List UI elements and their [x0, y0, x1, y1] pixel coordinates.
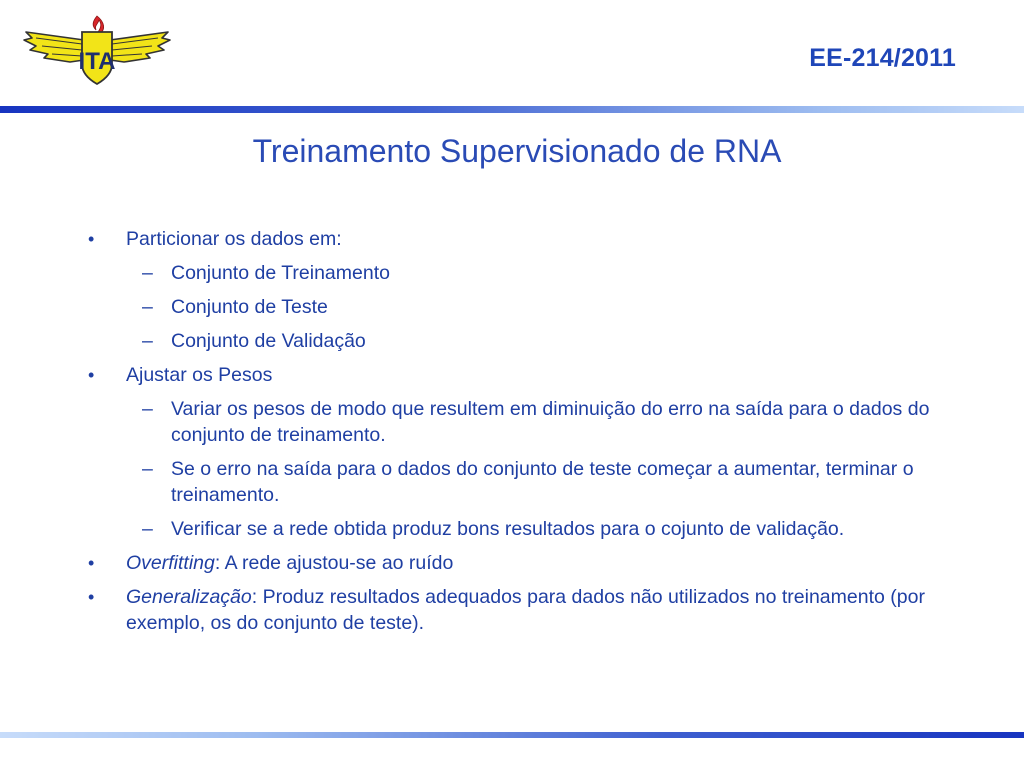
bullet-marker: •	[88, 553, 95, 573]
bullet-item	[88, 226, 948, 252]
bullet-item	[88, 584, 948, 636]
header-divider	[0, 106, 1024, 113]
bullet-term: Generalização	[126, 586, 252, 608]
bullet-item	[88, 550, 948, 576]
dash-marker: –	[142, 518, 153, 540]
dash-marker: –	[142, 262, 153, 284]
sub-bullet-text: Verificar se a rede obtida produz bons resultados para o cojunto de validação.	[171, 518, 845, 540]
course-code: EE-214/2011	[809, 44, 956, 72]
bullet-marker: •	[88, 229, 95, 249]
sub-bullet-text: Se o erro na saída para o dados do conjunto de teste começar a aumentar, terminar o treinamento.	[171, 458, 914, 506]
footer-divider	[0, 732, 1024, 738]
bullet-text: : Produz resultados adequados para dados não utilizados no treinamento (por exemplo, os do conjunto de teste).	[126, 586, 925, 634]
sub-bullet-item	[88, 260, 948, 286]
bullet-term: Overfitting	[126, 552, 215, 574]
sub-bullet-item	[88, 396, 948, 448]
bullet-marker: •	[88, 587, 95, 607]
dash-marker: –	[142, 330, 153, 352]
bullet-text: Particionar os dados em:	[126, 228, 342, 250]
dash-marker: –	[142, 458, 153, 480]
sub-bullet-text: Conjunto de Validação	[171, 330, 366, 352]
sub-bullet-item	[88, 516, 948, 542]
bullet-text: : A rede ajustou-se ao ruído	[214, 552, 454, 574]
sub-bullet-text: Conjunto de Teste	[171, 296, 328, 318]
dash-marker: –	[142, 398, 153, 420]
slide-title: Treinamento Supervisionado de RNA	[252, 133, 782, 169]
sub-bullet-item	[88, 456, 948, 508]
sub-bullet-item	[88, 328, 948, 354]
logo-text: ITA	[78, 48, 116, 75]
bullet-text: Ajustar os Pesos	[126, 364, 273, 386]
bullet-item	[88, 362, 948, 388]
bullet-marker: •	[88, 365, 95, 385]
ita-logo	[22, 14, 172, 86]
sub-bullet-item	[88, 294, 948, 320]
sub-bullet-text: Variar os pesos de modo que resultem em diminuição do erro na saída para o dados do conjunto de treinamento.	[171, 398, 930, 446]
sub-bullet-text: Conjunto de Treinamento	[171, 262, 390, 284]
dash-marker: –	[142, 296, 153, 318]
slide-content	[88, 226, 948, 644]
